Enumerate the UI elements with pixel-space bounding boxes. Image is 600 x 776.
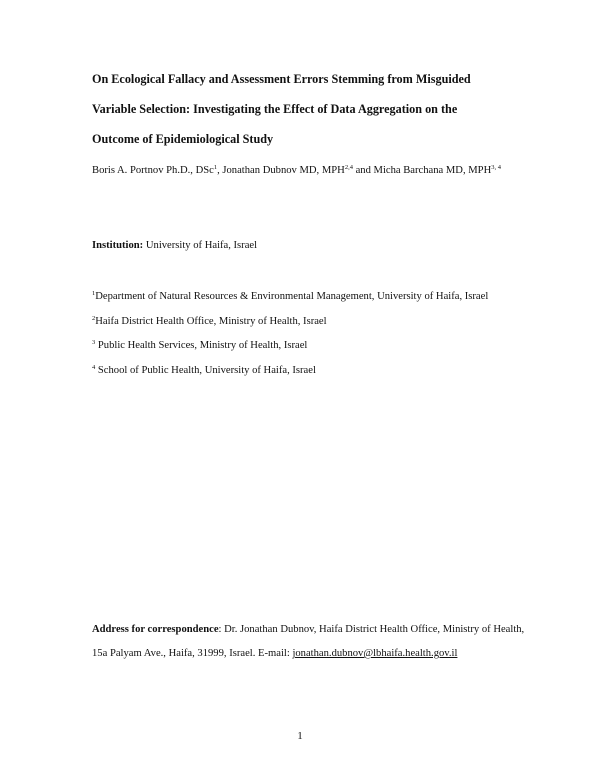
title-line: On Ecological Fallacy and Assessment Errors Stemming from Misguided — [92, 72, 471, 86]
affiliation-number: 2 — [92, 314, 96, 322]
author-affiliation-mark: 1 — [213, 164, 218, 171]
institution-value: University of Haifa, Israel — [143, 240, 258, 251]
affiliation-text: Public Health Services, Ministry of Health, Israel — [95, 340, 308, 352]
correspondence-line — [92, 642, 532, 666]
correspondence-line — [92, 618, 532, 642]
affiliation-item — [92, 289, 542, 314]
author-affiliation-mark: 3, 4 — [491, 164, 501, 171]
affiliation-number: 3 — [92, 339, 96, 347]
author-separator: and — [352, 165, 374, 176]
author-name: Boris A. Portnov Ph.D., DSc — [92, 165, 214, 176]
affiliation-text: Haifa District Health Office, Ministry of Health, Israel — [95, 315, 327, 327]
author-separator: , — [217, 165, 223, 176]
affiliation-number: 4 — [92, 363, 96, 371]
affiliation-list — [92, 289, 542, 387]
author-name: Jonathan Dubnov MD, MPH — [222, 165, 345, 176]
affiliation-item — [92, 314, 542, 339]
affiliation-number: 1 — [92, 290, 96, 297]
email-link[interactable]: jonathan.dubnov@lbhaifa.health.gov.il — [292, 648, 458, 659]
affiliation-item — [92, 363, 542, 388]
author-name: Micha Barchana MD, MPH — [373, 165, 492, 176]
correspondence-text: : Dr. Jonathan Dubnov, Haifa District Health Office, Ministry of Health, — [218, 624, 525, 635]
paper-title — [92, 64, 532, 154]
correspondence-block — [92, 618, 532, 666]
title-line: Variable Selection: Investigating the Effect of Data Aggregation on the — [92, 102, 458, 116]
correspondence-address: 15a Palyam Ave., Haifa, 31999, Israel. E-mail: — [92, 648, 293, 659]
author-affiliation-mark: 2,4 — [344, 164, 353, 171]
affiliation-text: Department of Natural Resources & Environmental Management, University of Haifa, Israel — [95, 291, 489, 302]
title-line: Outcome of Epidemiological Study — [92, 132, 274, 146]
affiliation-item — [92, 338, 542, 363]
institution-line — [92, 238, 257, 254]
affiliation-text: School of Public Health, University of Haifa, Israel — [95, 364, 316, 376]
author-list — [92, 163, 532, 179]
page-number: 1 — [297, 730, 303, 742]
institution-label: Institution: — [92, 240, 144, 251]
correspondence-label: Address for correspondence — [92, 624, 219, 635]
